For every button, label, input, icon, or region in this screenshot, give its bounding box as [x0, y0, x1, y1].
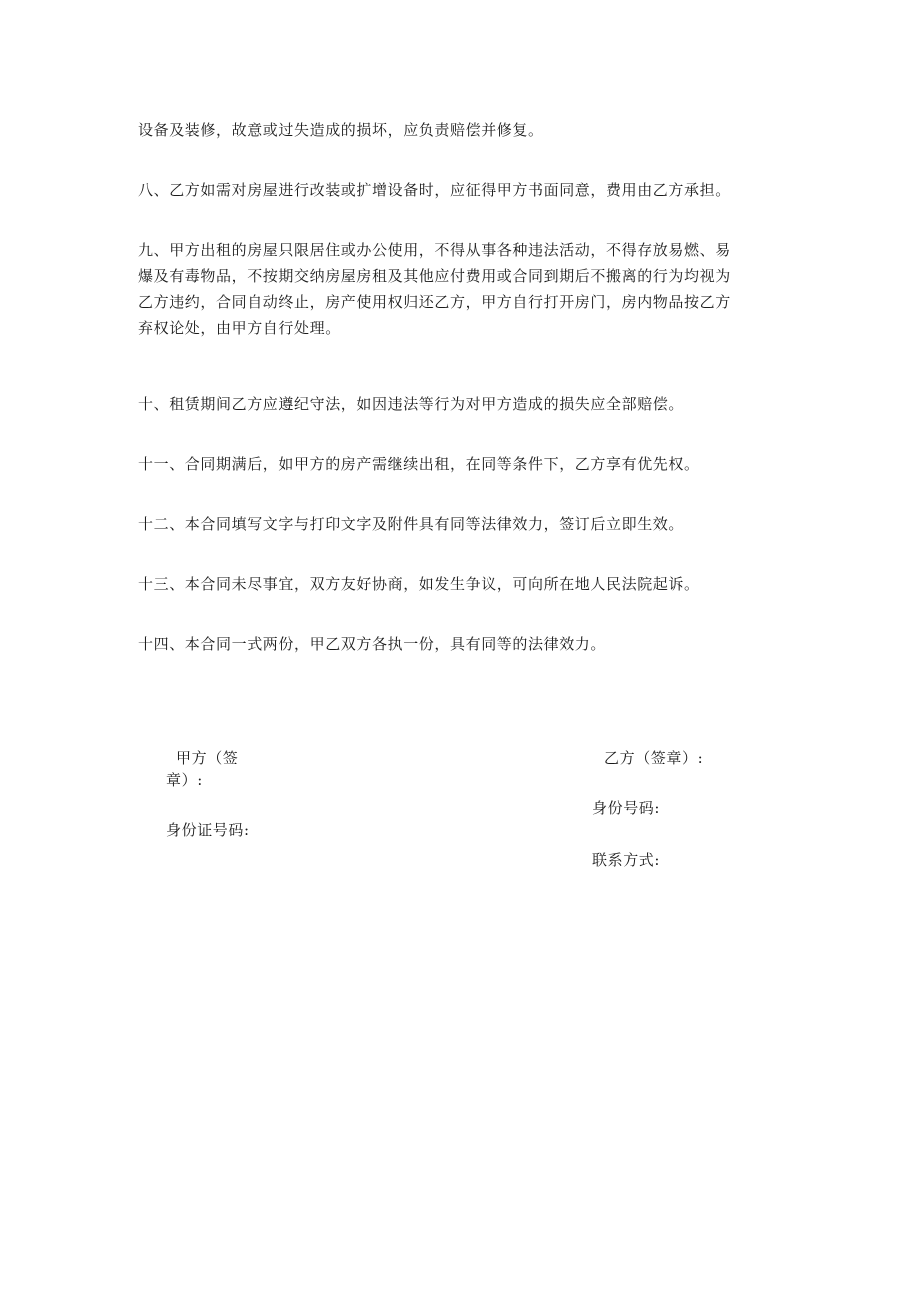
party-a-id-number-label: 身份证号码:	[166, 821, 250, 839]
clause-13: 十三、本合同未尽事宜，双方友好协商，如发生争议，可向所在地人民法院起诉。	[138, 575, 700, 593]
clause-14: 十四、本合同一式两份，甲乙双方各执一份，具有同等的法律效力。	[138, 635, 607, 653]
clause-9	[138, 237, 798, 341]
clause-12: 十二、本合同填写文字与打印文字及附件具有同等法律效力，签订后立即生效。	[138, 515, 685, 533]
clause-9-line-3: 乙方违约，合同自动终止，房产使用权归还乙方，甲方自行打开房门，房内物品按乙方	[138, 293, 731, 311]
clause-11: 十一、合同期满后，如甲方的房产需继续出租，在同等条件下，乙方享有优先权。	[138, 455, 700, 473]
clause-9-line-1: 九、甲方出租的房屋只限居住或办公使用，不得从事各种违法活动，不得存放易燃、易	[138, 241, 731, 259]
party-b-id-number-label: 身份号码:	[592, 799, 661, 817]
clause-8: 八、乙方如需对房屋进行改装或扩增设备时，应征得甲方书面同意，费用由乙方承担。	[138, 181, 731, 199]
party-b-signature-label: 乙方（签章）:	[604, 749, 704, 767]
party-a-signature-label-line-2: 章）:	[166, 771, 203, 789]
clause-10: 十、租赁期间乙方应遵纪守法，如因违法等行为对甲方造成的损失应全部赔偿。	[138, 395, 685, 413]
party-b-contact-label: 联系方式:	[592, 851, 661, 869]
clause-7-continuation: 设备及装修，故意或过失造成的损坏，应负责赔偿并修复。	[138, 121, 544, 139]
clause-9-line-4: 弃权论处，由甲方自行处理。	[138, 319, 341, 337]
clause-9-line-2: 爆及有毒物品，不按期交纳房屋房租及其他应付费用或合同到期后不搬离的行为均视为	[138, 267, 731, 285]
party-a-signature-label-line-1: 甲方（签	[176, 749, 239, 767]
